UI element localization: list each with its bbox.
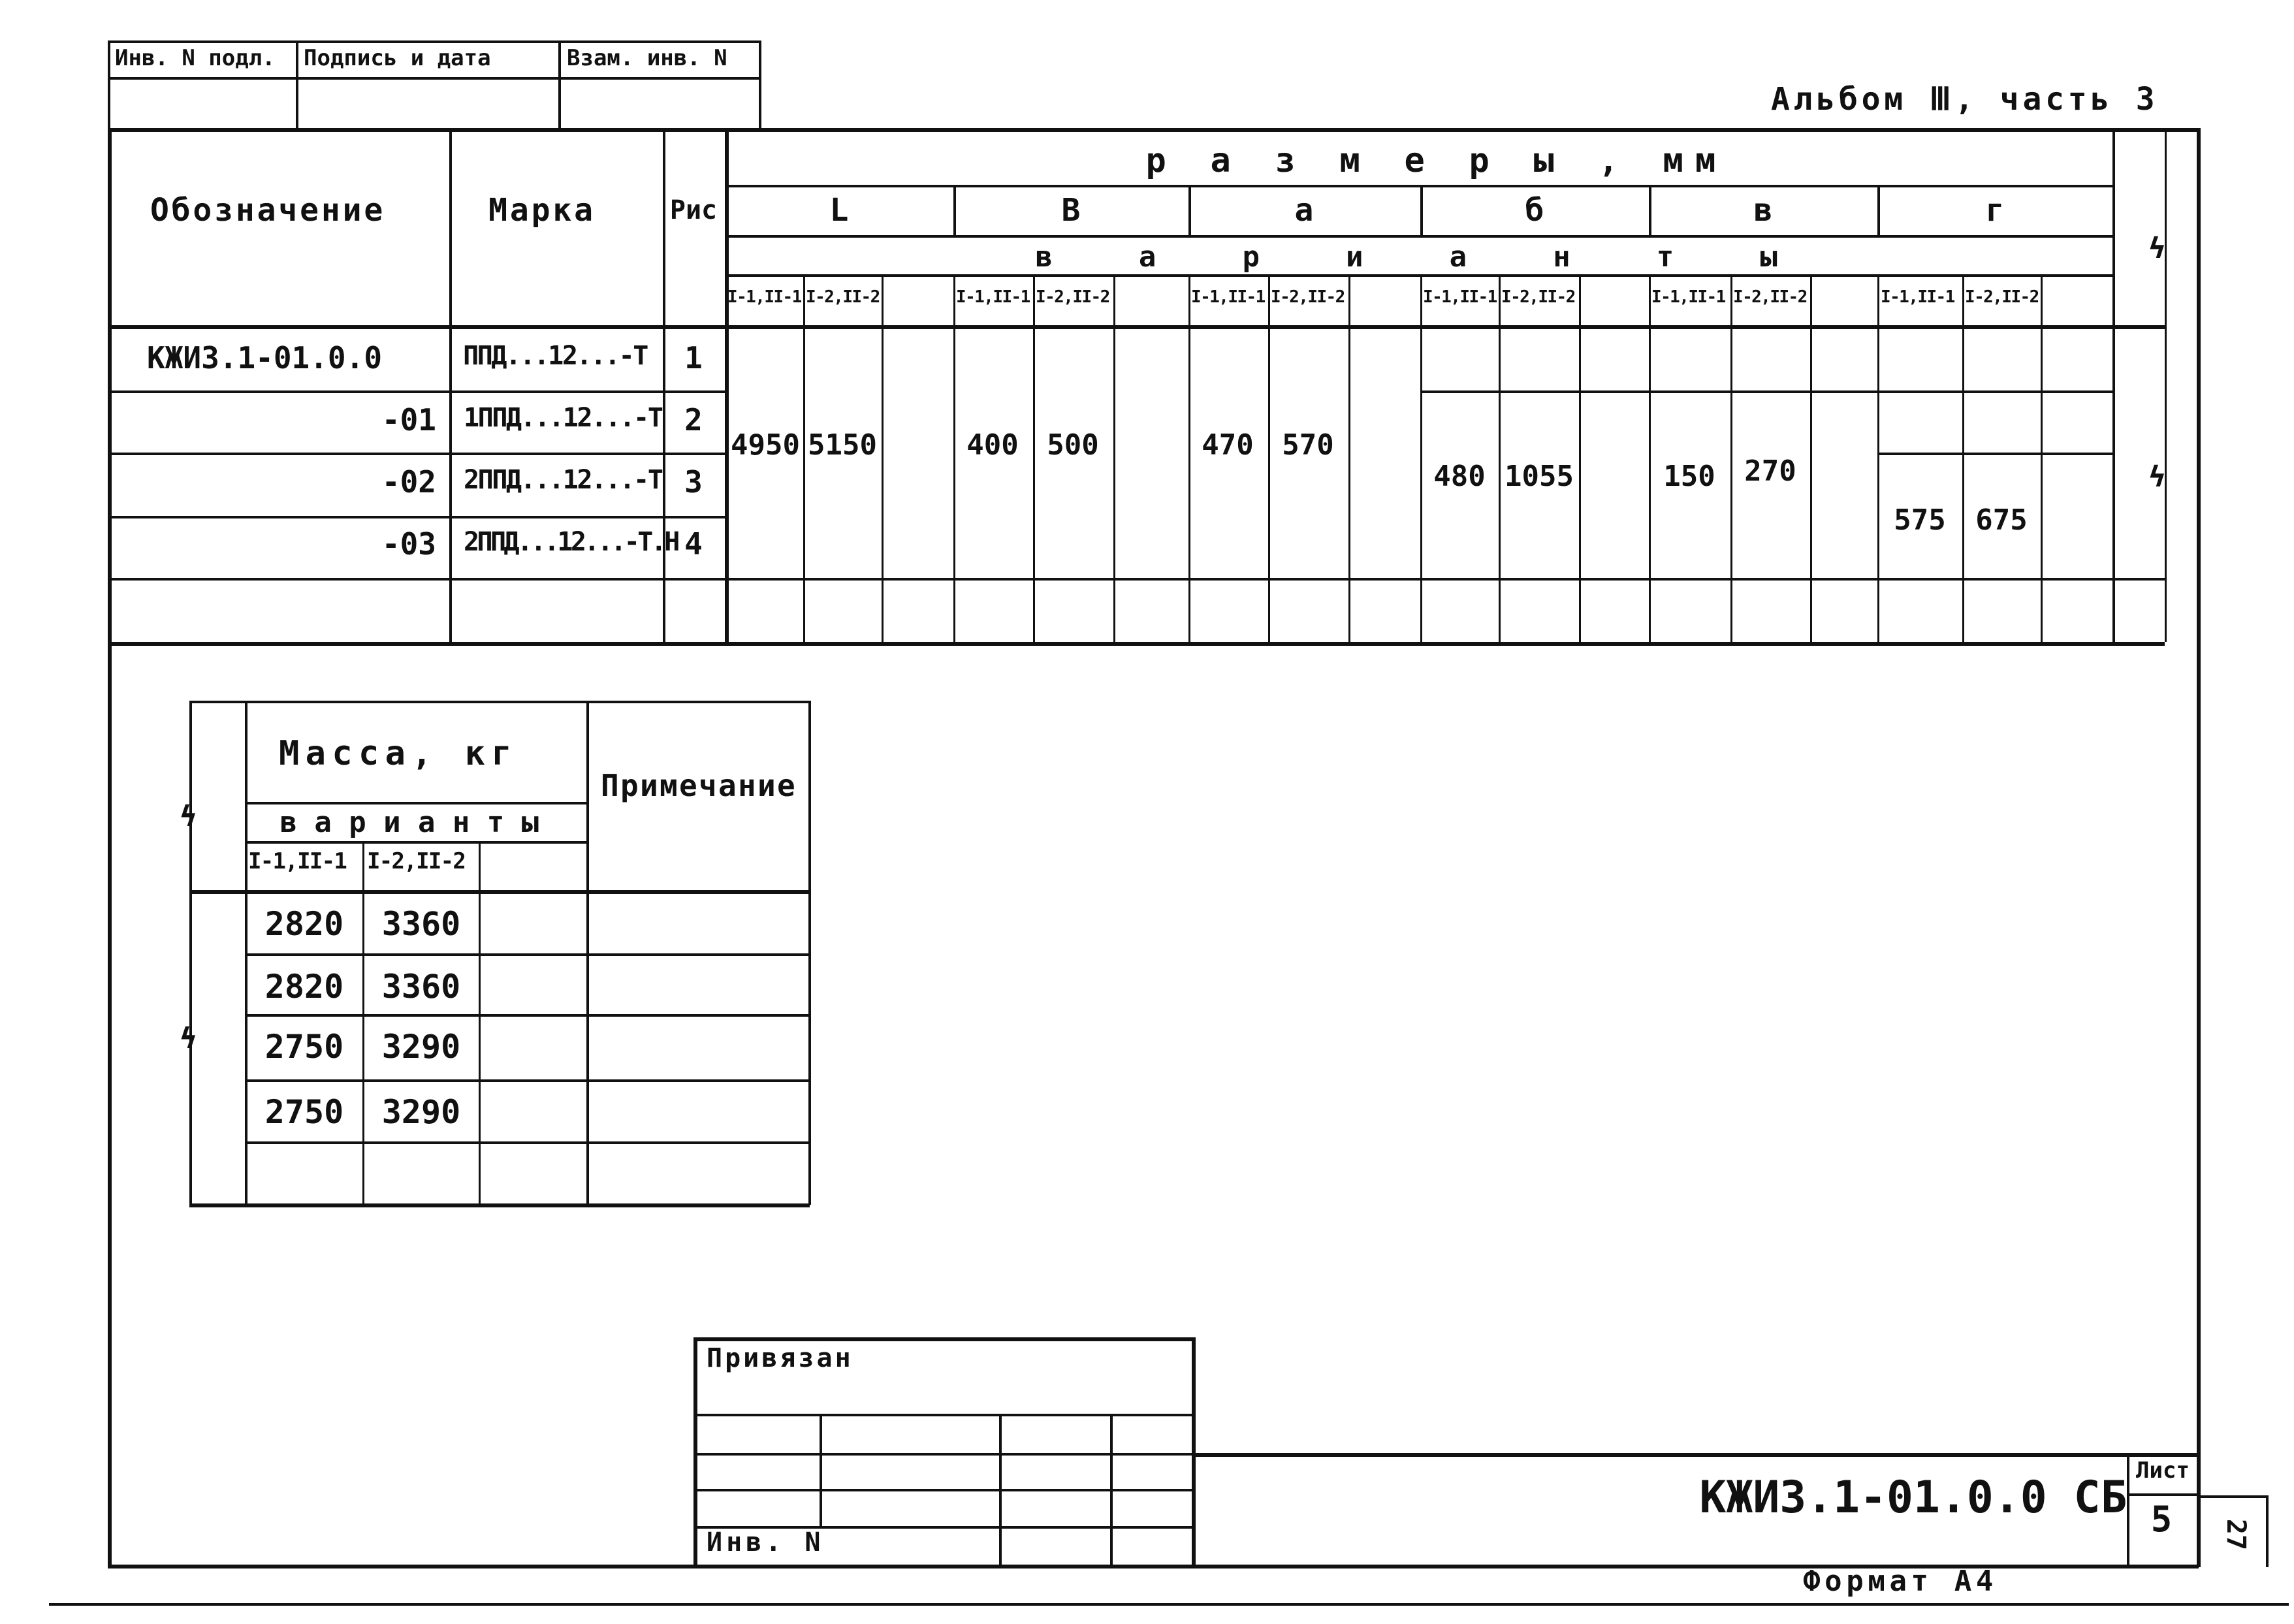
var-label: I-2,II-2 — [1501, 287, 1575, 307]
value-L-2: 5150 — [808, 428, 877, 462]
bottom-line — [49, 1603, 2289, 1606]
list-label: Лист — [2136, 1457, 2190, 1484]
row-ris: 4 — [684, 526, 703, 562]
var-label: I-2,II-2 — [1036, 287, 1109, 307]
mass-value: 3360 — [381, 905, 461, 943]
header-marka: Марка — [488, 192, 596, 229]
row-oboznachenie: -03 — [381, 526, 436, 562]
header-razmery: р а з м е р ы , мм — [1145, 141, 1728, 180]
row-marka: 2ППД...12...-Т.Н — [464, 527, 678, 557]
inv-label: Инв. N — [707, 1527, 825, 1557]
row-marka: 1ППД...12...-Т — [464, 403, 662, 433]
dim-b: б — [1525, 192, 1544, 229]
row-ris: 1 — [684, 340, 703, 375]
mass-var-label: I-1,II-1 — [248, 848, 347, 874]
value-a-1: 470 — [1202, 428, 1254, 462]
break-mark: ϟ — [180, 800, 197, 833]
var-label: I-1,II-1 — [1881, 287, 1954, 307]
mass-header: Масса, кг — [279, 734, 518, 773]
value-b-2: 1055 — [1505, 460, 1574, 493]
mass-value: 2820 — [264, 968, 344, 1006]
header-varianty: в а р и а н т ы — [1035, 240, 1812, 274]
value-a-2: 570 — [1282, 428, 1334, 462]
row-marka: ППД...12...-Т — [463, 341, 647, 371]
value-g-2: 675 — [1975, 503, 2028, 537]
row-oboznachenie: КЖИ3.1-01.0.0 — [146, 340, 383, 375]
var-label: I-1,II-1 — [1651, 287, 1725, 307]
var-label: I-1,II-1 — [1191, 287, 1265, 307]
var-label: I-2,II-2 — [1271, 287, 1345, 307]
break-mark: ϟ — [180, 1022, 197, 1055]
mass-value: 2750 — [264, 1093, 344, 1131]
stamp-inv-podl: Инв. N подл. — [115, 45, 276, 71]
value-v-2: 270 — [1744, 454, 1796, 488]
row-oboznachenie: -01 — [381, 402, 436, 438]
value-B-2: 500 — [1047, 428, 1099, 462]
mass-value: 2750 — [264, 1028, 344, 1066]
stamp-podpis: Подпись и дата — [304, 45, 491, 71]
row-ris: 2 — [684, 402, 703, 438]
mass-value: 3360 — [381, 968, 461, 1006]
page-number: 27 — [2221, 1518, 2252, 1551]
list-number: 5 — [2150, 1499, 2173, 1540]
var-label: I-1,II-1 — [1423, 287, 1497, 307]
row-oboznachenie: -02 — [381, 464, 436, 500]
break-mark: ϟ — [2148, 460, 2166, 494]
value-L-1: 4950 — [731, 428, 800, 462]
value-v-1: 150 — [1663, 460, 1715, 493]
header-oboznachenie: Обозначение — [150, 192, 386, 229]
dim-B: В — [1061, 192, 1081, 229]
dim-g: г — [1985, 192, 2005, 229]
value-B-1: 400 — [966, 428, 1019, 462]
album-label: Альбом Ⅲ, часть 3 — [1771, 81, 2159, 118]
var-label: I-1,II-1 — [956, 287, 1030, 307]
primechanie-header: Примечание — [601, 768, 797, 803]
mass-value: 2820 — [264, 905, 344, 943]
row-marka: 2ППД...12...-Т — [464, 465, 662, 495]
value-b-1: 480 — [1433, 460, 1486, 493]
break-mark: ϟ — [2148, 232, 2166, 265]
header-ris: Рис — [669, 195, 718, 225]
var-label: I-2,II-2 — [1733, 287, 1807, 307]
value-g-1: 575 — [1894, 503, 1946, 537]
var-label: I-2,II-2 — [806, 287, 880, 307]
mass-var-label: I-2,II-2 — [367, 848, 466, 874]
stamp-vzam: Взам. инв. N — [567, 45, 727, 71]
var-label: I-2,II-2 — [1965, 287, 2039, 307]
dim-L: L — [829, 192, 849, 229]
document-designation: КЖИ3.1-01.0.0 СБ — [1699, 1472, 2127, 1523]
mass-varianty: варианты — [279, 806, 556, 839]
var-label: I-1,II-1 — [727, 287, 801, 307]
row-ris: 3 — [684, 464, 703, 500]
format-label: Формат А4 — [1803, 1565, 1998, 1598]
dim-a: а — [1294, 192, 1314, 229]
privyazan-label: Привязан — [707, 1343, 853, 1373]
mass-value: 3290 — [381, 1028, 461, 1066]
dim-v: в — [1753, 192, 1773, 229]
mass-value: 3290 — [381, 1093, 461, 1131]
